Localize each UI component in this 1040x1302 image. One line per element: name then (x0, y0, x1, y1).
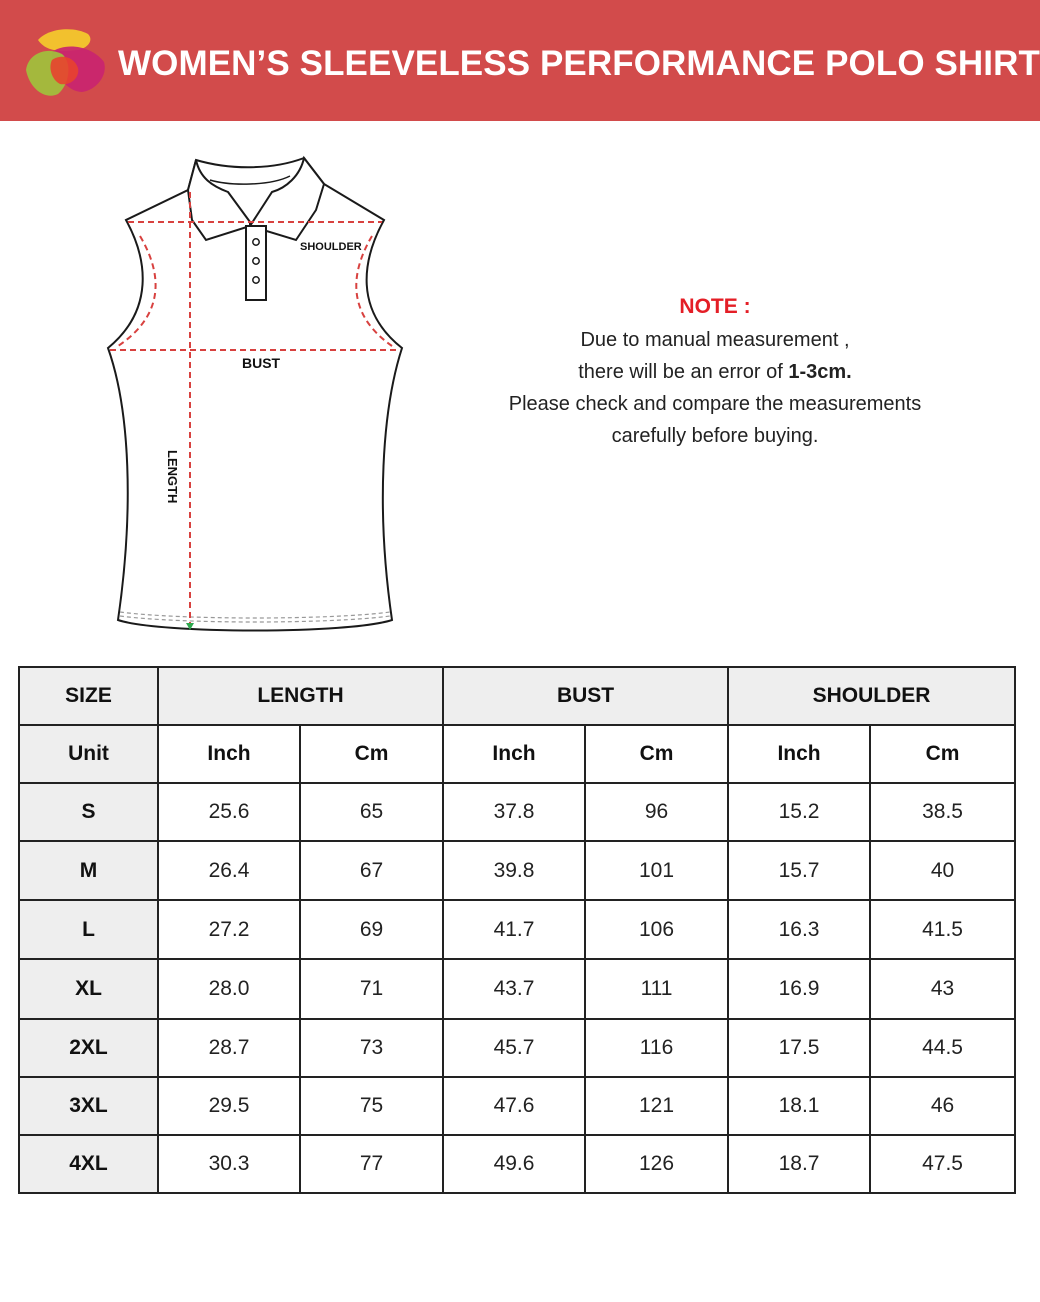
size-cell: 2XL (19, 1019, 158, 1077)
note-line-2 (470, 356, 960, 388)
page-title: WOMEN’S SLEEVELESS PERFORMANCE POLO SHIRT (118, 44, 1040, 83)
table-cell: 27.2 (158, 900, 300, 959)
table-row (19, 1077, 1015, 1135)
unit-label: Unit (19, 725, 158, 783)
table-cell: 28.7 (158, 1019, 300, 1077)
table-cell: 67 (300, 841, 443, 900)
note-line-3: Please check and compare the measurements (508, 393, 922, 415)
unit-cell: Cm (585, 725, 728, 783)
table-cell: 116 (585, 1019, 728, 1077)
table-row (19, 783, 1015, 841)
table-cell: 49.6 (443, 1135, 585, 1193)
size-cell: M (19, 841, 158, 900)
table-cell: 73 (300, 1019, 443, 1077)
bust-label: BUST (242, 355, 281, 371)
table-cell: 43.7 (443, 959, 585, 1019)
length-label: LENGTH (165, 450, 180, 504)
table-cell: 47.6 (443, 1077, 585, 1135)
unit-cell: Inch (443, 725, 585, 783)
note-line-1: Due to manual measurement , (580, 329, 850, 351)
table-row (19, 1135, 1015, 1193)
table-cell: 15.7 (728, 841, 870, 900)
table-cell: 41.5 (870, 900, 1015, 959)
brand-logo-icon (22, 26, 108, 100)
header-bust: BUST (443, 667, 728, 725)
table-row (19, 959, 1015, 1019)
table-cell: 71 (300, 959, 443, 1019)
note-label: NOTE : (679, 295, 751, 318)
note-line-4: carefully before buying. (611, 425, 819, 447)
table-cell: 43 (870, 959, 1015, 1019)
size-cell: 3XL (19, 1077, 158, 1135)
table-cell: 16.9 (728, 959, 870, 1019)
table-row (19, 900, 1015, 959)
table-cell: 46 (870, 1077, 1015, 1135)
table-cell: 126 (585, 1135, 728, 1193)
header-banner (0, 0, 1040, 121)
table-cell: 40 (870, 841, 1015, 900)
table-cell: 111 (585, 959, 728, 1019)
table-cell: 75 (300, 1077, 443, 1135)
measurement-note (470, 290, 960, 452)
size-cell: S (19, 783, 158, 841)
note-line-2-text: there will be an error of (578, 361, 789, 383)
table-cell: 77 (300, 1135, 443, 1193)
unit-cell: Cm (300, 725, 443, 783)
table-cell: 18.1 (728, 1077, 870, 1135)
table-cell: 18.7 (728, 1135, 870, 1193)
header-length: LENGTH (158, 667, 443, 725)
table-header-row (19, 667, 1015, 725)
unit-cell: Cm (870, 725, 1015, 783)
table-row (19, 1019, 1015, 1077)
table-cell: 37.8 (443, 783, 585, 841)
table-cell: 26.4 (158, 841, 300, 900)
table-cell: 69 (300, 900, 443, 959)
table-cell: 121 (585, 1077, 728, 1135)
unit-cell: Inch (158, 725, 300, 783)
table-cell: 96 (585, 783, 728, 841)
table-cell: 45.7 (443, 1019, 585, 1077)
table-cell: 101 (585, 841, 728, 900)
table-cell: 47.5 (870, 1135, 1015, 1193)
table-cell: 38.5 (870, 783, 1015, 841)
note-error-range: 1-3cm. (788, 361, 852, 383)
table-cell: 65 (300, 783, 443, 841)
table-cell: 28.0 (158, 959, 300, 1019)
table-cell: 29.5 (158, 1077, 300, 1135)
table-cell: 41.7 (443, 900, 585, 959)
table-cell: 44.5 (870, 1019, 1015, 1077)
table-cell: 17.5 (728, 1019, 870, 1077)
size-cell: L (19, 900, 158, 959)
size-cell: 4XL (19, 1135, 158, 1193)
shoulder-label: SHOULDER (300, 241, 362, 253)
table-row (19, 841, 1015, 900)
table-cell: 39.8 (443, 841, 585, 900)
unit-cell: Inch (728, 725, 870, 783)
polo-shirt-diagram (100, 150, 410, 640)
table-unit-row (19, 725, 1015, 783)
table-cell: 30.3 (158, 1135, 300, 1193)
table-cell: 106 (585, 900, 728, 959)
table-cell: 16.3 (728, 900, 870, 959)
table-cell: 25.6 (158, 783, 300, 841)
table-cell: 15.2 (728, 783, 870, 841)
placket (246, 226, 266, 300)
header-size: SIZE (19, 667, 158, 725)
header-shoulder: SHOULDER (728, 667, 1015, 725)
size-cell: XL (19, 959, 158, 1019)
size-chart-table (18, 666, 1016, 1194)
